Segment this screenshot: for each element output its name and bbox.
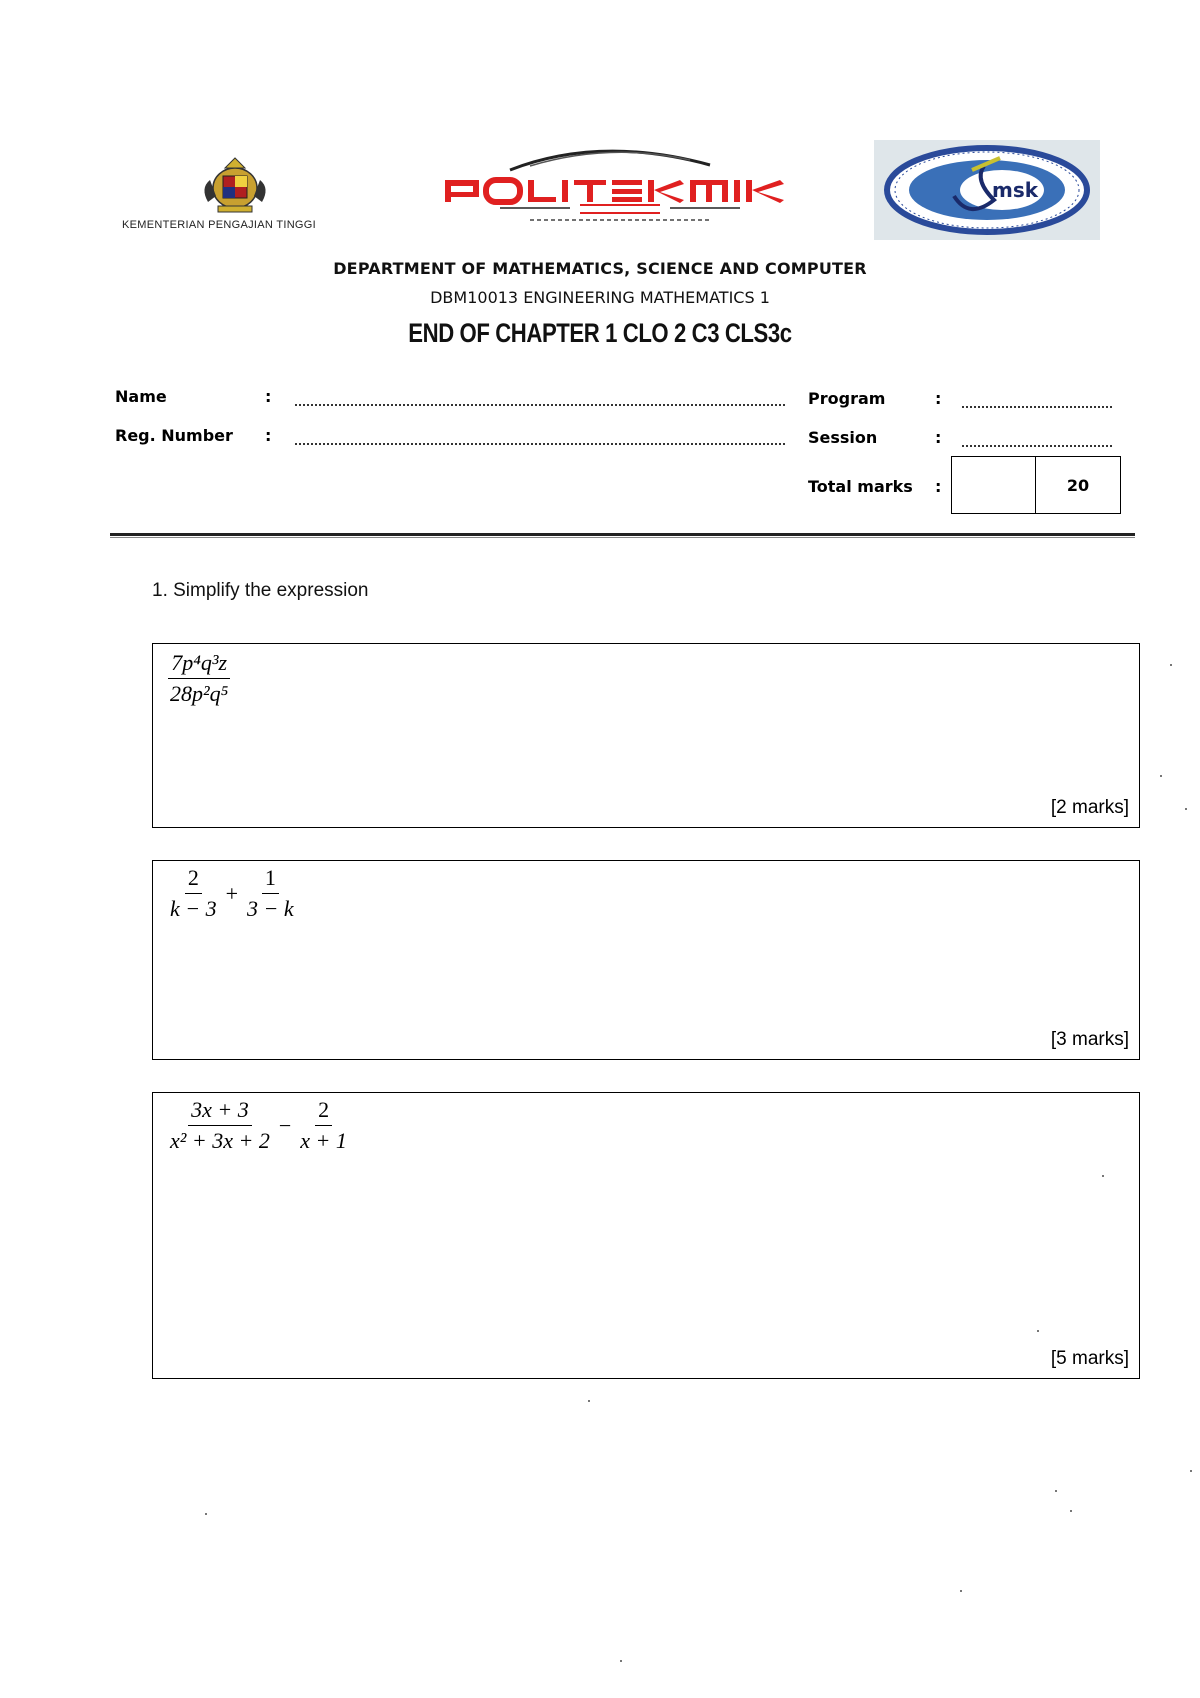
question-text: 1. Simplify the expression	[152, 580, 369, 601]
operator: +	[225, 880, 239, 906]
total-marks-box	[951, 456, 1121, 514]
scan-speck	[1102, 1175, 1104, 1177]
operator: −	[278, 1112, 292, 1138]
jmsk-logo	[874, 140, 1100, 240]
fraction-term-1	[167, 865, 220, 922]
scan-speck	[588, 1400, 590, 1402]
course-title: DBM10013 ENGINEERING MATHEMATICS 1	[430, 288, 770, 307]
divider	[110, 533, 1135, 536]
crest-icon	[190, 150, 280, 220]
scan-speck	[205, 1513, 207, 1515]
scan-speck	[1185, 808, 1187, 810]
total-marks-value: 20	[1066, 475, 1090, 495]
program-field[interactable]	[962, 394, 1112, 408]
name-colon: :	[265, 387, 272, 406]
answer-box-1[interactable]	[152, 643, 1140, 828]
numerator: 2	[185, 865, 202, 894]
name-label: Name	[115, 387, 167, 406]
fraction-term-2	[244, 865, 297, 922]
session-colon: :	[935, 428, 942, 447]
denominator: x + 1	[300, 1128, 347, 1153]
scan-speck	[620, 1660, 622, 1662]
score-cell[interactable]	[952, 457, 1036, 513]
name-field[interactable]	[295, 392, 785, 406]
logo-bar	[0, 0, 1200, 250]
expression-2	[167, 865, 297, 922]
total-marks-colon: :	[935, 477, 942, 496]
scan-speck	[1160, 775, 1162, 777]
total-marks-label: Total marks	[808, 477, 913, 496]
marks-label-2: [3 marks]	[1050, 1029, 1129, 1050]
program-label: Program	[808, 389, 886, 408]
ministry-name: KEMENTERIAN PENGAJIAN TINGGI	[122, 219, 317, 231]
page-title: END OF CHAPTER 1 CLO 2 C3 CLS3c	[408, 318, 792, 348]
session-label: Session	[808, 428, 878, 447]
denominator: 28p²q⁵	[170, 681, 229, 706]
politeknik-logo	[440, 140, 800, 230]
answer-box-2[interactable]	[152, 860, 1140, 1060]
department-title: DEPARTMENT OF MATHEMATICS, SCIENCE AND COMPUTER	[333, 259, 867, 278]
reg-number-colon: :	[265, 426, 272, 445]
denominator: k − 3	[170, 896, 217, 921]
fraction-term-2	[297, 1097, 350, 1154]
numerator: 3x + 3	[188, 1097, 252, 1126]
numerator: 7p⁴q³z	[168, 650, 230, 679]
fraction-term-1	[167, 1097, 273, 1154]
marks-label-1: [2 marks]	[1050, 797, 1129, 818]
program-colon: :	[935, 389, 942, 408]
scan-speck	[1070, 1510, 1072, 1512]
scan-speck	[960, 1590, 962, 1592]
reg-number-label: Reg. Number	[115, 426, 233, 445]
scan-speck	[1190, 1470, 1192, 1472]
denominator: 3 − k	[247, 896, 294, 921]
scan-speck	[1170, 664, 1172, 666]
numerator: 1	[262, 865, 279, 894]
expression-3	[167, 1097, 350, 1154]
scan-speck	[1055, 1490, 1057, 1492]
marks-label-3: [5 marks]	[1050, 1348, 1129, 1369]
session-field[interactable]	[962, 433, 1112, 447]
scan-speck	[1037, 1330, 1039, 1332]
answer-box-3[interactable]	[152, 1092, 1140, 1379]
denominator: x² + 3x + 2	[170, 1128, 270, 1153]
numerator: 2	[315, 1097, 332, 1126]
expression-1	[167, 650, 231, 707]
svg-text:msk: msk	[992, 178, 1039, 202]
fraction-1	[167, 650, 231, 707]
divider-shadow	[110, 537, 1135, 538]
reg-number-field[interactable]	[295, 431, 785, 445]
